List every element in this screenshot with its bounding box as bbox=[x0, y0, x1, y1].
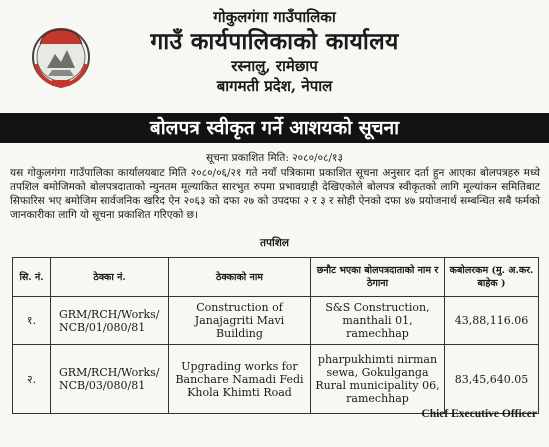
contract-table bbox=[12, 257, 539, 414]
schedule-heading: तपशिल bbox=[260, 237, 289, 249]
cell-sn: १. bbox=[13, 297, 51, 345]
province-country: बागमती प्रदेश, नेपाल bbox=[216, 77, 333, 95]
cell-bidder: pharpukhimti nirman sewa, Gokulganga Rural municipality 06, ramechhap bbox=[311, 345, 445, 414]
office-name: गाउँ कार्यपालिकाको कार्यालय bbox=[150, 28, 399, 55]
cell-amount: 83,45,640.05 bbox=[445, 345, 539, 414]
cell-amount: 43,88,116.06 bbox=[445, 297, 539, 345]
cell-contract-name: Construction of Janajagriti Mavi Building bbox=[169, 297, 311, 345]
notice-body: यस गोकुलगंगा गाउँपालिका कार्यालयबाट मिति २०८०/०६/२१ गते नयाँ पत्रिकामा प्रकाशित सूचना अनुसार दर्ता हुन आएका बोलपत्रहरु मध्ये तपशिल बमोजिमको बोलपत्रदाताको न्युनतम मूल्याकित सारभुत रुपमा प्रभावग्राही देखिएकोले बोलपत्र स्वीकृतको लागि मूल्यांकन समितिबाट सिफारिस भए बमोजिम सार्वजनिक खरिद ऐन २०६३ को दफा २७ को उपदफा २ र ३ र सोही ऐनको दफा ४७ प्रयोजनार्थ सम्बन्धित सबै फर्मको जानकारीका लागि यो सूचना प्रकाशित गरिएको छ। bbox=[10, 167, 540, 221]
col-header-contract-no: ठेक्का नं. bbox=[51, 258, 169, 297]
col-header-contract-name: ठेक्काको नाम bbox=[169, 258, 311, 297]
col-header-amount: कबोलरकम (मु. अ.कर. बाहेक ) bbox=[445, 258, 539, 297]
table-row bbox=[13, 345, 539, 414]
publication-date: सूचना प्रकाशित मिति: २०८०/०८/१३ bbox=[206, 152, 343, 164]
office-location: रस्नालु, रामेछाप bbox=[231, 57, 318, 75]
col-header-bidder: छनौट भएका बोलपत्रदाताको नाम र ठेगाना bbox=[311, 258, 445, 297]
table-row bbox=[13, 297, 539, 345]
cell-contract-name: Upgrading works for Banchare Namadi Fedi Khola Khimti Road bbox=[169, 345, 311, 414]
col-header-sn: सि. नं. bbox=[13, 258, 51, 297]
cell-bidder: S&S Construction, manthali 01, ramechhap bbox=[311, 297, 445, 345]
signatory-title: Chief Executive Officer bbox=[421, 408, 537, 420]
cell-sn: २. bbox=[13, 345, 51, 414]
notice-title-banner: बोलपत्र स्वीकृत गर्ने आशयको सूचना bbox=[0, 113, 549, 143]
table-header-row bbox=[13, 258, 539, 297]
cell-contract-no: GRM/RCH/Works/ NCB/01/080/81 bbox=[51, 297, 169, 345]
municipality-name: गोकुलगंगा गाउँपालिका bbox=[213, 8, 336, 26]
cell-contract-no: GRM/RCH/Works/ NCB/03/080/81 bbox=[51, 345, 169, 414]
